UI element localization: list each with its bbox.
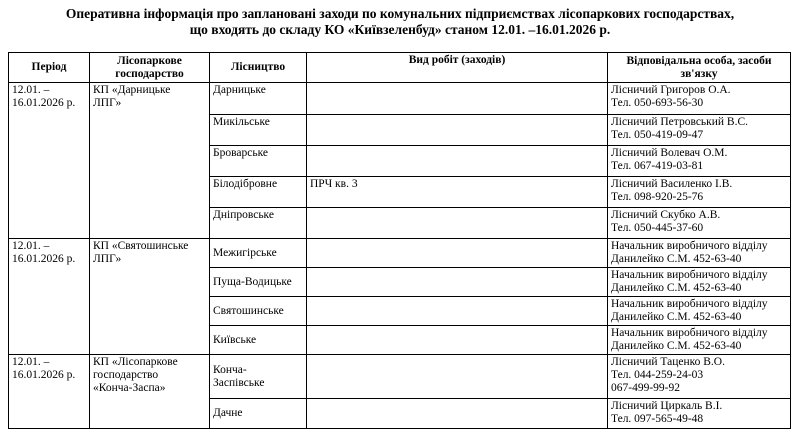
forestry-cell: Дарницьке	[210, 83, 307, 115]
responsible-cell: Начальник виробничого відділу Данилейко С.М. 452-63-40	[608, 268, 791, 297]
header-responsible: Відповідальна особа, засоби зв'язку	[608, 53, 791, 83]
header-farm: Лісопаркове господарство	[90, 53, 210, 83]
responsible-cell: Начальник виробничого відділу Данилейко С.М. 452-63-40	[608, 326, 791, 355]
works-cell: ПРЧ кв. 3	[307, 177, 608, 208]
responsible-cell: Лісничий Петровський В.С. Тел. 050-419-09-47	[608, 115, 791, 146]
works-cell	[307, 355, 608, 399]
title-line-1: Оперативна інформація про заплановані заходи по комунальних підприємствах лісопаркових господарствах,	[65, 6, 735, 21]
works-cell	[307, 326, 608, 355]
works-cell	[307, 239, 608, 268]
table-row	[9, 239, 791, 268]
responsible-cell: Лісничий Волевач О.М. Тел. 067-419-03-81	[608, 146, 791, 177]
forestry-cell: Микільське	[210, 115, 307, 146]
schedule-table	[8, 52, 791, 429]
period-cell: 12.01. – 16.01.2026 р.	[9, 355, 90, 429]
responsible-cell: Лісничий Таценко В.О. Тел. 044-259-24-03 067-499-99-92	[608, 355, 791, 399]
responsible-cell: Начальник виробничого відділу Данилейко С.М. 452-63-40	[608, 297, 791, 326]
period-cell: 12.01. – 16.01.2026 р.	[9, 239, 90, 355]
forestry-cell: Пуща-Водицьке	[210, 268, 307, 297]
works-cell	[307, 268, 608, 297]
forestry-cell: Межигірське	[210, 239, 307, 268]
works-cell	[307, 115, 608, 146]
table-row	[9, 83, 791, 115]
farm-cell: КП «Святошинське ЛПГ»	[90, 239, 210, 355]
works-cell	[307, 297, 608, 326]
table-row	[9, 355, 791, 399]
document-title	[0, 6, 800, 38]
responsible-cell: Лісничий Григоров О.А. Тел. 050-693-56-30	[608, 83, 791, 115]
responsible-cell: Лісничий Циркаль В.І. Тел. 097-565-49-48	[608, 399, 791, 429]
header-forestry: Лісництво	[210, 53, 307, 83]
title-line-2: що входять до складу КО «Київзеленбуд» станом 12.01. –16.01.2026 р.	[189, 22, 611, 37]
forestry-cell: Білодібровне	[210, 177, 307, 208]
farm-cell: КП «Лісопаркове господарство «Конча-Заспа»	[90, 355, 210, 429]
works-cell	[307, 83, 608, 115]
farm-cell: КП «Дарницьке ЛПГ»	[90, 83, 210, 239]
works-cell	[307, 208, 608, 239]
responsible-cell: Лісничий Скубко А.В. Тел. 050-445-37-60	[608, 208, 791, 239]
works-cell	[307, 399, 608, 429]
header-period: Період	[9, 53, 90, 83]
forestry-cell: Дачне	[210, 399, 307, 429]
forestry-cell: Святошинське	[210, 297, 307, 326]
period-cell: 12.01. – 16.01.2026 р.	[9, 83, 90, 239]
responsible-cell: Лісничий Василенко І.В. Тел. 098-920-25-76	[608, 177, 791, 208]
forestry-cell: Броварське	[210, 146, 307, 177]
responsible-cell: Начальник виробничого відділу Данилейко С.М. 452-63-40	[608, 239, 791, 268]
forestry-cell: Київське	[210, 326, 307, 355]
header-works: Вид робіт (заходів)	[307, 53, 608, 83]
works-cell	[307, 146, 608, 177]
header-row	[9, 53, 791, 83]
forestry-cell: Дніпровське	[210, 208, 307, 239]
forestry-cell: Конча- Заспівське	[210, 355, 307, 399]
